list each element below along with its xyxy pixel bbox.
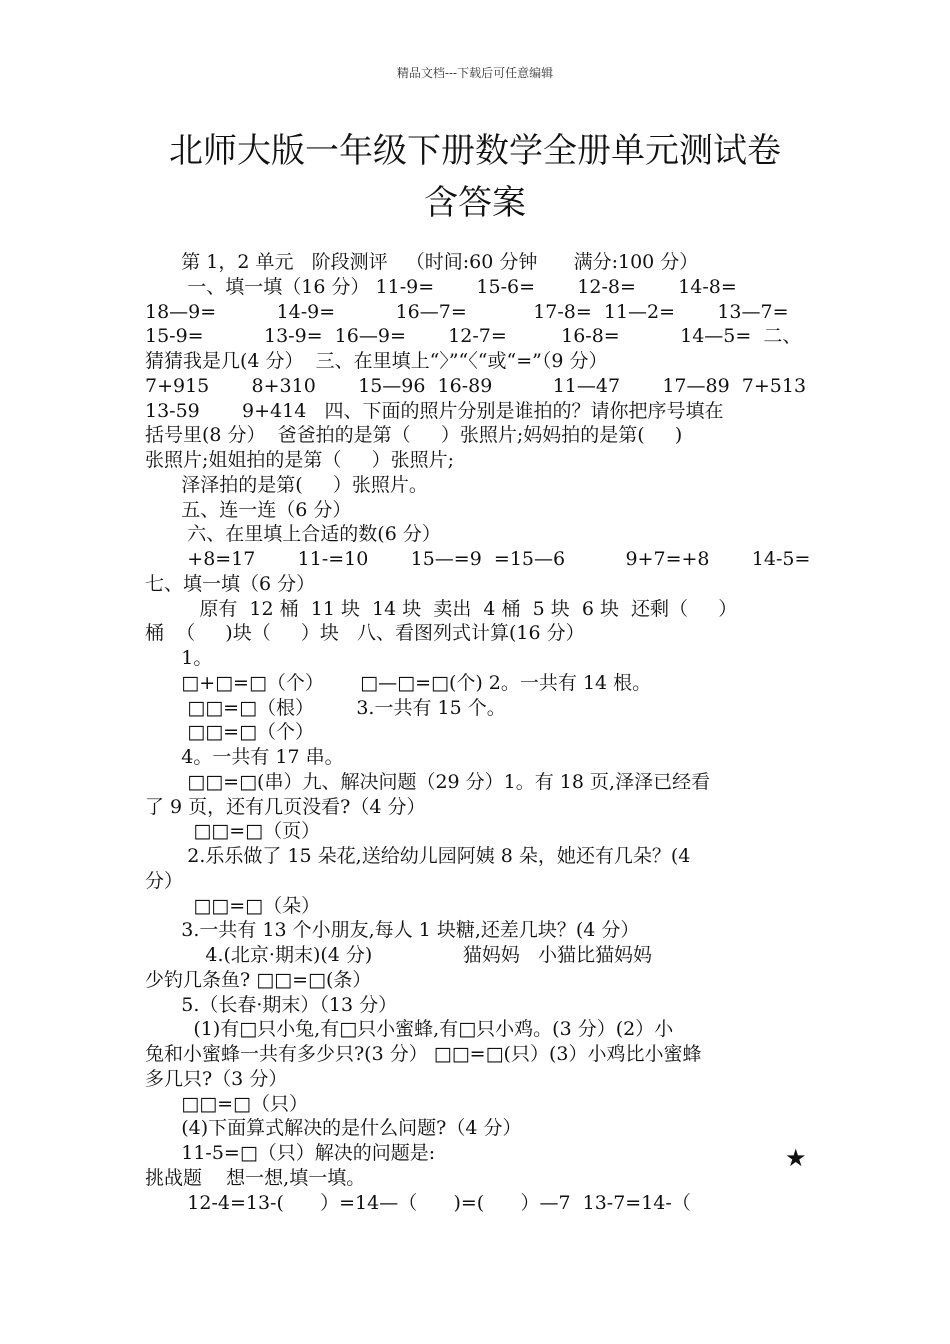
text-line: 兔和小蜜蜂一共有多少只?(3 分） □□=□(只）(3）小鸡比小蜜蜂 — [145, 1043, 702, 1065]
text-line: 15-9= 13-9= 16—9= 12-7= 16-8= 14—5= 二、 — [145, 325, 802, 348]
text-line: 7+915 8+310 15—96 16-89 11—47 17—89 7+513 — [145, 374, 807, 397]
document-title-line-1: 北师大版一年级下册数学全册单元测试卷 — [169, 131, 781, 171]
star-icon: ★ — [785, 1144, 807, 1172]
text-line: 4。一共有 17 串。 — [145, 746, 344, 768]
text-line: 1。 — [145, 647, 213, 669]
text-line: 18—9= 14-9= 16—7= 17-8= 11—2= 13—7= — [145, 300, 789, 323]
text-line: 4.(北京·期末)(4 分) 猫妈妈 小猫比猫妈妈 — [145, 944, 653, 966]
document-title-line-2: 含答案 — [424, 183, 526, 223]
text-line: 张照片;姐姐拍的是第（ ）张照片; — [145, 449, 455, 471]
page-header: 精品文档---下载后可任意编辑 — [396, 66, 554, 80]
text-line: 六、在里填上合适的数(6 分） — [145, 523, 441, 546]
text-line: 少钓几条鱼? □□=□(条） — [145, 968, 372, 991]
text-line: 13-59 9+414 四、下面的照片分别是谁拍的？请你把序号填在 — [145, 399, 724, 422]
text-line: □□=□(串）九、解决问题（29 分）1。有 18 页,泽泽已经看 — [145, 770, 711, 793]
text-line: 11-5=□（只）解决的问题是: — [145, 1142, 436, 1164]
text-line: (4)下面算式解决的是什么问题?（4 分） — [145, 1117, 522, 1140]
text-line: □□=□（只） — [145, 1092, 309, 1115]
text-line: 多几只?（3 分） — [145, 1067, 288, 1090]
text-line: 3.一共有 13 个小朋友,每人 1 块糖,还差几块？(4 分） — [145, 919, 640, 942]
text-line: 括号里(8 分） 爸爸拍的是第（ ）张照片;妈妈拍的是第( ) — [145, 424, 683, 447]
text-line: 七、填一填（6 分） — [145, 572, 316, 595]
text-line: 挑战题 想一想,填一填。 — [145, 1166, 366, 1189]
text-line: 五、连一连（6 分） — [145, 498, 352, 521]
text-line: □+□=□（个） □—□=□(个) 2。一共有 14 根。 — [145, 671, 652, 694]
text-line: 泽泽拍的是第( ）张照片。 — [145, 473, 428, 496]
text-line: 了 9 页，还有几页没看?（4 分） — [145, 795, 426, 818]
text-line: 原有 12 桶 11 块 14 块 卖出 4 桶 5 块 6 块 还剩（ ） — [145, 597, 738, 620]
text-line: 5.（长春·期末）（13 分） — [145, 993, 398, 1016]
text-line: 一、填一填（16 分） 11-9= 15-6= 12-8= 14-8= — [145, 275, 737, 298]
text-line: 12-4=13-( ）=14—（ )=( ）—7 13-7=14-（ — [145, 1191, 691, 1214]
text-line: 猜猜我是几(4 分） 三、在里填上“〉”“〈“或“=”（9 分） — [145, 350, 608, 372]
text-line: □□=□（页） — [145, 820, 321, 843]
text-line: 分） — [145, 869, 184, 892]
text-line: (1)有□只小兔,有□只小蜜蜂,有□只小鸡。(3 分）(2）小 — [145, 1018, 674, 1041]
text-line: □□=□（朵） — [145, 894, 321, 917]
text-line: +8=17 11-=10 15—=9 =15—6 9+7=+8 14-5= — [145, 548, 811, 570]
text-line: 第 1，2 单元 阶段测评 （时间:60 分钟 满分:100 分） — [145, 251, 699, 273]
text-line: 桶 （ )块（ ）块 八、看图列式计算(16 分） — [145, 622, 585, 645]
text-line: 2.乐乐做了 15 朵花,送给幼儿园阿姨 8 朵，她还有几朵？(4 — [145, 845, 691, 867]
text-line: □□=□（根） 3.一共有 15 个。 — [145, 696, 506, 719]
text-line: □□=□（个） — [145, 721, 315, 744]
